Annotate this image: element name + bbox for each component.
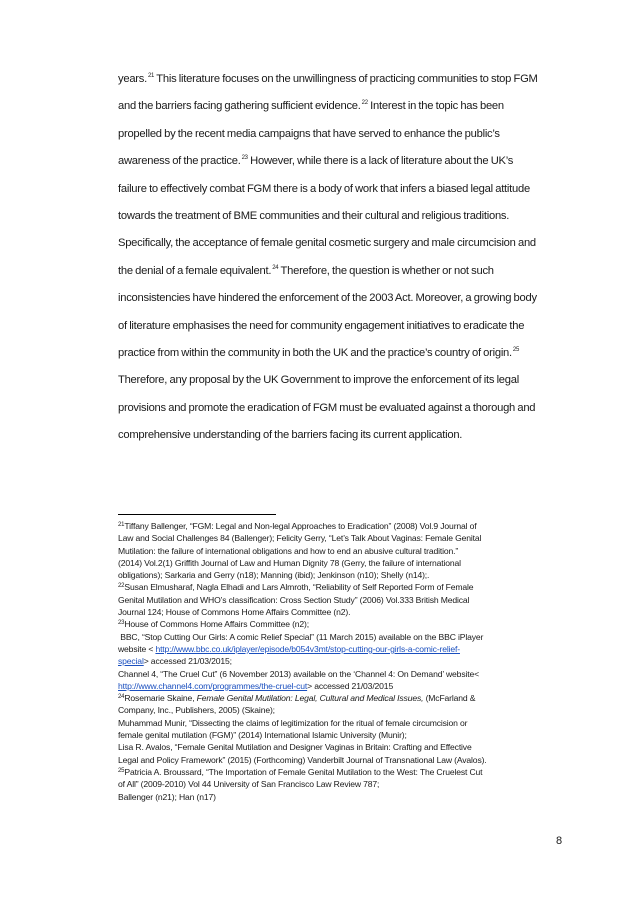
body-line: comprehensive understanding of the barriers facing its current application. bbox=[118, 429, 463, 442]
footnote-line: Lisa R. Avalos, “Female Genital Mutilation and Designer Vaginas in Britain: Crafting and Effective bbox=[118, 742, 472, 753]
footnote-line: Law and Social Challenges 84 (Ballenger); Felicity Gerry, “Let’s Talk About Vaginas: Female Genital bbox=[118, 533, 482, 544]
body-line: propelled by the recent media campaigns that have served to enhance the public’s bbox=[118, 127, 500, 140]
footnote-line: Ballenger (n21); Han (n17) bbox=[118, 791, 216, 802]
footnote-line: of All” (2009-2010) Vol 44 University of San Francisco Law Review 787; bbox=[118, 779, 380, 790]
footnote-ref-23[interactable]: 23 bbox=[241, 155, 248, 162]
footnote-separator bbox=[118, 514, 276, 515]
footnote-line: Channel 4, “The Cruel Cut” (6 November 2013) available on the ‘Channel 4: On Demand’ website< bbox=[118, 668, 479, 679]
footnote-22: $^{22}$Susan Elmusharaf, Nagla Elhadi and Lars Almroth, “Reliability of Self Reported Form of Female bbox=[118, 582, 474, 593]
body-line: years.$^{21}$ This literature focuses on the unwillingness of practicing communities to stop FGM bbox=[118, 73, 538, 85]
body-line: Therefore, any proposal by the UK Government to improve the enforcement of its legal bbox=[118, 374, 519, 387]
body-line: and the barriers facing gathering sufficient evidence.$^{22}$ Interest in the topic has been bbox=[118, 100, 504, 113]
body-paragraph bbox=[118, 66, 558, 450]
footnote-line: Legal and Policy Framework” (2015) (Forthcoming) Vanderbilt Journal of Transnational Law (Avalos). bbox=[118, 754, 487, 765]
footnotes bbox=[118, 520, 558, 803]
footnote-23: $^{23}$House of Commons Home Affairs Committee (n2); bbox=[118, 619, 309, 630]
footnote-ref-22[interactable]: 22 bbox=[361, 100, 368, 107]
footnote-line: http://www.channel4.com/programmes/the-cruel-cut> accessed 21/03/2015 bbox=[118, 680, 394, 691]
footnote-24: $^{24}$Rosemarie Skaine, Female Genital Mutilation: Legal, Cultural and Medical Issues, (McFarland & bbox=[118, 693, 476, 704]
footnote-line: Mutilation: the failure of international obligations and how to end an abusive cultural tradition.” bbox=[118, 545, 459, 556]
footnote-ref-24[interactable]: 24 bbox=[272, 264, 279, 271]
body-line: towards the treatment of BME communities and their cultural and religious traditions. bbox=[118, 210, 510, 223]
footnote-line: Journal 124; House of Commons Home Affairs Committee (n2). bbox=[118, 607, 351, 618]
body-line: the denial of a female equivalent.$^{24}$ Therefore, the question is whether or not such bbox=[118, 264, 494, 277]
footnote-ref-21[interactable]: 21 bbox=[147, 73, 155, 79]
footnote-ref-25[interactable]: 25 bbox=[512, 347, 520, 354]
footnote-line: website < http://www.bbc.co.uk/iplayer/episode/b054v3mt/stop-cutting-our-girls-a-comic-relief- bbox=[118, 643, 460, 654]
footnote-21: $^{21}$Tiffany Ballenger, “FGM: Legal and Non-legal Approaches to Eradication” (2008) Vol.9 Journal of bbox=[118, 521, 477, 531]
body-line: provisions and promote the eradication of FGM must be evaluated against a thorough and bbox=[118, 401, 536, 414]
footnote-line: obligations); Sarkaria and Gerry (n18); Manning (ibid); Jenkinson (n10); Shelly (n14);. bbox=[118, 570, 430, 581]
footnote-line: female genital mutilation (FGM)” (2014) International Islamic University (Munir); bbox=[118, 730, 407, 741]
page-number: 8 bbox=[556, 835, 563, 847]
body-line: practice from within the community in both the UK and the practice’s country of origin.$^{25}$ bbox=[118, 347, 520, 360]
bbc-iplayer-link[interactable]: http://www.bbc.co.uk/iplayer/episode/b054v3mt/stop-cutting-our-girls-a-comic-relief- bbox=[155, 643, 460, 654]
footnote-line: Genital Mutilation and WHO’s classification: Cross Section Study” (2006) Vol.333 British Medical bbox=[118, 594, 470, 605]
footnote-line: (2014) Vol.2(1) Griffith Journal of Law and Human Dignity 78 (Gerry, the failure of international bbox=[118, 557, 461, 568]
channel4-link[interactable]: http://www.channel4.com/programmes/the-cruel-cut bbox=[118, 680, 308, 691]
footnote-25: $^{25}$Patricia A. Broussard, “The Importation of Female Genital Mutilation to the West: The Cruelest Cut bbox=[118, 766, 483, 777]
body-line: awareness of the practice.$^{23}$ However, while there is a lack of literature about the UK’s bbox=[118, 155, 514, 168]
footnote-line: Company, Inc., Publishers, 2005) (Skaine); bbox=[118, 705, 275, 716]
footnote-line: BBC, “Stop Cutting Our Girls: A comic Relief Special” (11 March 2015) available on the BBC iPlayer bbox=[120, 631, 484, 642]
footnote-line: special> accessed 21/03/2015; bbox=[118, 656, 232, 667]
bbc-iplayer-link-cont[interactable]: special bbox=[118, 656, 144, 667]
footnote-line: Muhammad Munir, “Dissecting the claims of legitimization for the ritual of female circumcision or bbox=[118, 717, 468, 728]
body-line: of literature emphasises the need for community engagement initiatives to eradicate the bbox=[118, 319, 525, 332]
body-line: Specifically, the acceptance of female genital cosmetic surgery and male circumcision and bbox=[118, 237, 536, 250]
body-line: failure to effectively combat FGM there is a body of work that infers a biased legal attitude bbox=[118, 182, 530, 195]
body-line: inconsistencies have hindered the enforcement of the 2003 Act. Moreover, a growing body bbox=[118, 292, 537, 305]
